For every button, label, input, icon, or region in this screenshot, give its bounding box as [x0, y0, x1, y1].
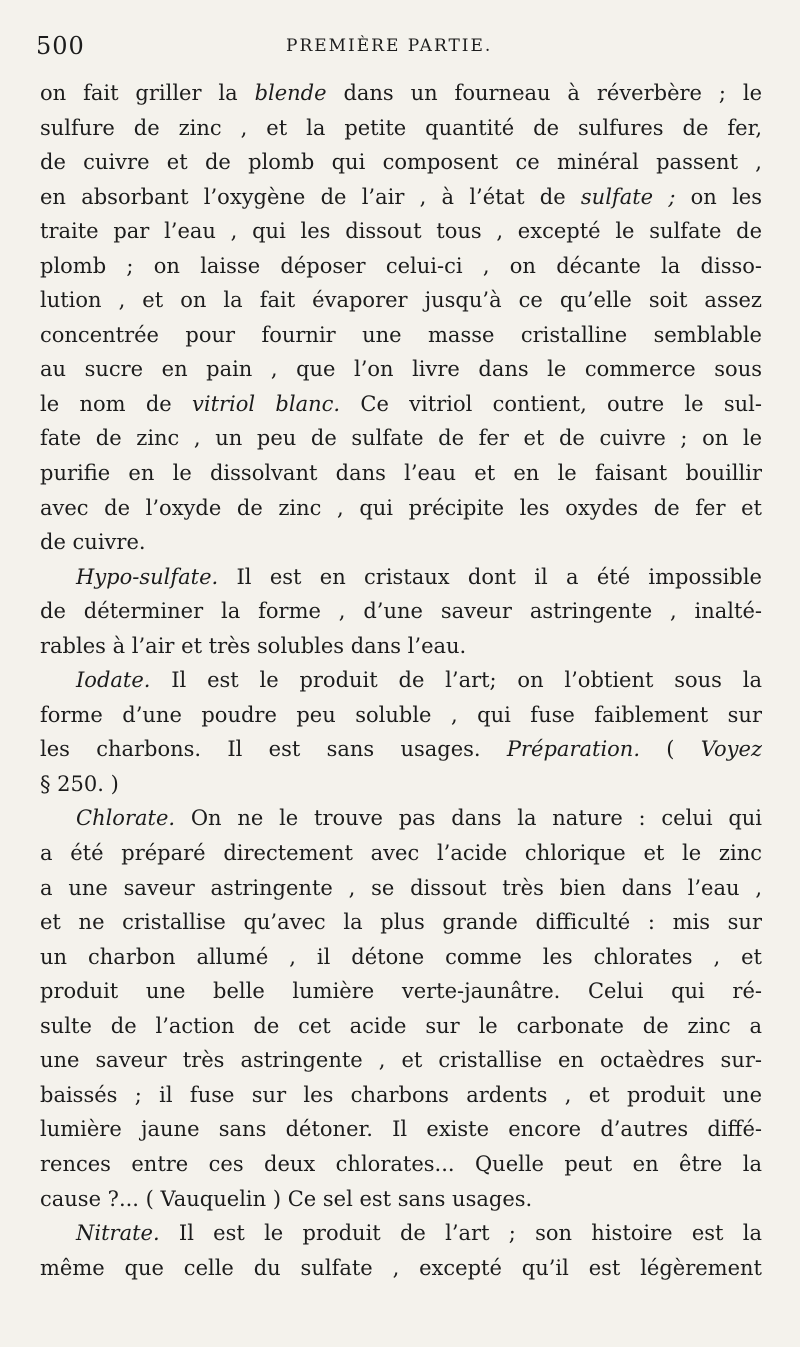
text-line	[40, 1078, 762, 1113]
text-line	[40, 1216, 762, 1251]
italic-term: Préparation.	[506, 737, 641, 762]
text-run: Il est le produit de l’art ; son histoire est la	[159, 1221, 762, 1246]
body-text	[40, 76, 762, 1285]
text-line	[40, 1147, 762, 1182]
text-line	[40, 1182, 762, 1217]
text-line	[40, 1009, 762, 1044]
text-line	[40, 698, 762, 733]
text-line	[40, 1251, 762, 1286]
text-line	[40, 145, 762, 180]
italic-term: Voyez	[700, 737, 762, 762]
text-line	[40, 732, 762, 767]
text-line	[40, 974, 762, 1009]
text-run: baissés ; il fuse sur les charbons ardents , et produit une	[40, 1082, 762, 1107]
page-number: 500	[36, 32, 85, 60]
text-run: un charbon allumé , il détone comme les chlorates , et	[40, 944, 762, 969]
text-line	[40, 214, 762, 249]
text-line	[40, 180, 762, 215]
page-header	[36, 32, 760, 62]
text-run: rences entre ces deux chlorates... Quelle peut en être la	[40, 1151, 762, 1176]
text-line	[40, 318, 762, 353]
text-line	[40, 836, 762, 871]
text-run: Il est le produit de l’art; on l’obtient sous la	[150, 668, 762, 693]
text-run: au sucre en pain , que l’on livre dans le commerce sous	[40, 357, 762, 382]
text-line	[40, 491, 762, 526]
text-run: sulte de l’action de cet acide sur le carbonate de zinc a	[40, 1013, 762, 1038]
text-run: (	[640, 737, 701, 762]
text-run: produit une belle lumière verte-jaunâtre. Celui qui ré-	[40, 979, 762, 1004]
text-run: sulfure de zinc , et la petite quantité de sulfures de fer,	[40, 115, 762, 140]
text-run: de cuivre.	[40, 530, 146, 555]
text-run: cause ?... ( Vauquelin ) Ce sel est sans usages.	[40, 1186, 533, 1211]
text-line	[40, 456, 762, 491]
text-run: a été préparé directement avec l’acide chlorique et le zinc	[40, 841, 762, 866]
text-run: Ce vitriol contient, outre le sul-	[340, 391, 762, 416]
text-run: On ne le trouve pas dans la nature : celui qui	[175, 806, 762, 831]
italic-term: blende	[254, 81, 327, 105]
text-run: plomb ; on laisse déposer celui-ci , on décante la disso-	[40, 253, 762, 278]
text-run: on les	[675, 184, 762, 209]
text-line	[40, 629, 762, 664]
text-line	[40, 352, 762, 387]
italic-term: vitriol blanc.	[192, 391, 341, 416]
text-run: on fait griller la	[40, 81, 255, 105]
text-line	[40, 249, 762, 284]
text-run: concentrée pour fournir une masse cristalline semblable	[40, 322, 762, 347]
text-line	[40, 421, 762, 456]
text-run: lution , et on la fait évaporer jusqu’à ce qu’elle soit assez	[40, 288, 762, 313]
italic-term: Iodate.	[76, 668, 151, 693]
text-run: a une saveur astringente , se dissout très bien dans l’eau ,	[40, 875, 762, 900]
text-line	[40, 525, 762, 560]
text-run: fate de zinc , un peu de sulfate de fer et de cuivre ; on le	[40, 426, 762, 451]
text-run: les charbons. Il est sans usages.	[40, 737, 507, 762]
text-run: lumière jaune sans détoner. Il existe encore d’autres diffé-	[40, 1117, 762, 1142]
text-run: forme d’une poudre peu soluble , qui fuse faiblement sur	[40, 702, 762, 727]
text-line	[40, 1043, 762, 1078]
italic-term: Chlorate.	[76, 806, 176, 831]
text-run: le nom de	[40, 391, 192, 416]
text-line	[40, 76, 762, 111]
italic-term: Nitrate.	[76, 1221, 160, 1246]
text-run: de cuivre et de plomb qui composent ce minéral passent ,	[40, 150, 762, 175]
text-run: de déterminer la forme , d’une saveur astringente , inalté-	[40, 599, 762, 624]
text-line	[40, 940, 762, 975]
text-line	[40, 111, 762, 146]
text-run: traite par l’eau , qui les dissout tous , excepté le sulfate de	[40, 219, 762, 244]
text-run: une saveur très astringente , et cristallise en octaèdres sur-	[40, 1048, 762, 1073]
text-line	[40, 283, 762, 318]
text-run: même que celle du sulfate , excepté qu’il est légèrement	[40, 1255, 762, 1280]
text-run: dans un fourneau à réverbère ; le	[326, 81, 762, 105]
text-run: § 250. )	[40, 771, 119, 796]
text-line	[40, 1112, 762, 1147]
text-run: Il est en cristaux dont il a été impossible	[218, 564, 762, 589]
text-line	[40, 871, 762, 906]
text-run: purifie en le dissolvant dans l’eau et en le faisant bouillir	[40, 461, 762, 486]
text-line	[40, 767, 762, 802]
text-line	[40, 387, 762, 422]
text-run: rables à l’air et très solubles dans l’eau.	[40, 633, 467, 658]
text-run: et ne cristallise qu’avec la plus grande difficulté : mis sur	[40, 910, 762, 935]
italic-term: sulfate ;	[580, 184, 676, 209]
text-line	[40, 801, 762, 836]
text-line	[40, 594, 762, 629]
text-run: avec de l’oxyde de zinc , qui précipite les oxydes de fer et	[40, 495, 762, 520]
text-line	[40, 560, 762, 595]
text-line	[40, 663, 762, 698]
text-line	[40, 905, 762, 940]
italic-term: Hypo-sulfate.	[76, 564, 219, 589]
running-head: PREMIÈRE PARTIE.	[286, 36, 493, 56]
text-run: en absorbant l’oxygène de l’air , à l’état de	[40, 184, 581, 209]
